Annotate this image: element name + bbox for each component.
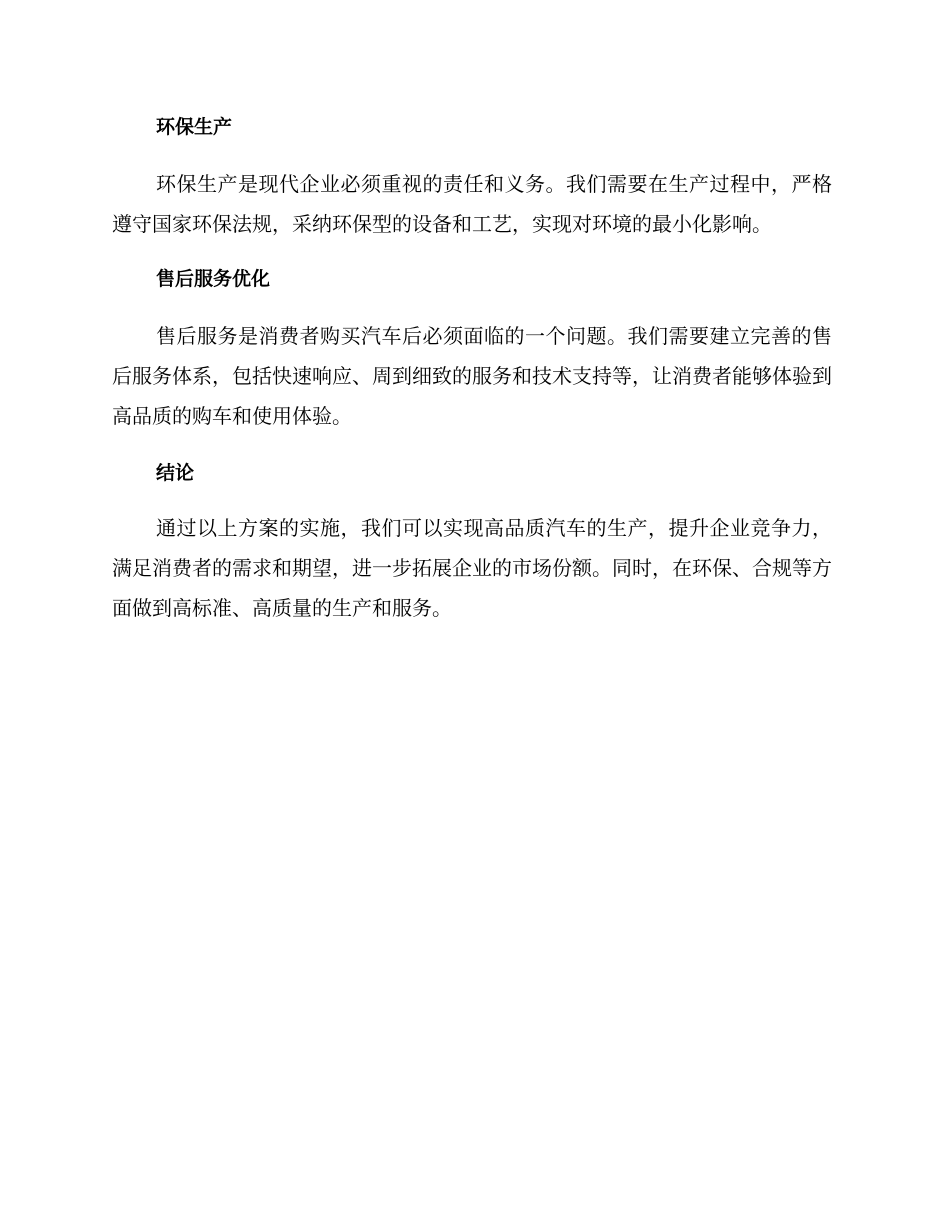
section-heading-conclusion: 结论 bbox=[156, 462, 195, 484]
section-paragraph-after-sales: 售后服务是消费者购买汽车后必须面临的一个问题。我们需要建立完善的售后服务体系，包括快速响应、周到细致的服务和技术支持等，让消费者能够体验到高品质的购车和使用体验。 bbox=[112, 324, 832, 428]
section-heading-eco-production: 环保生产 bbox=[156, 116, 233, 138]
section-paragraph-eco-production: 环保生产是现代企业必须重视的责任和义务。我们需要在生产过程中，严格遵守国家环保法规，采纳环保型的设备和工艺，实现对环境的最小化影响。 bbox=[112, 172, 832, 236]
section-paragraph-conclusion: 通过以上方案的实施，我们可以实现高品质汽车的生产，提升企业竞争力，满足消费者的需求和期望，进一步拓展企业的市场份额。同时，在环保、合规等方面做到高标准、高质量的生产和服务。 bbox=[112, 516, 832, 620]
document-body bbox=[112, 112, 832, 628]
section-heading-after-sales: 售后服务优化 bbox=[156, 268, 271, 290]
